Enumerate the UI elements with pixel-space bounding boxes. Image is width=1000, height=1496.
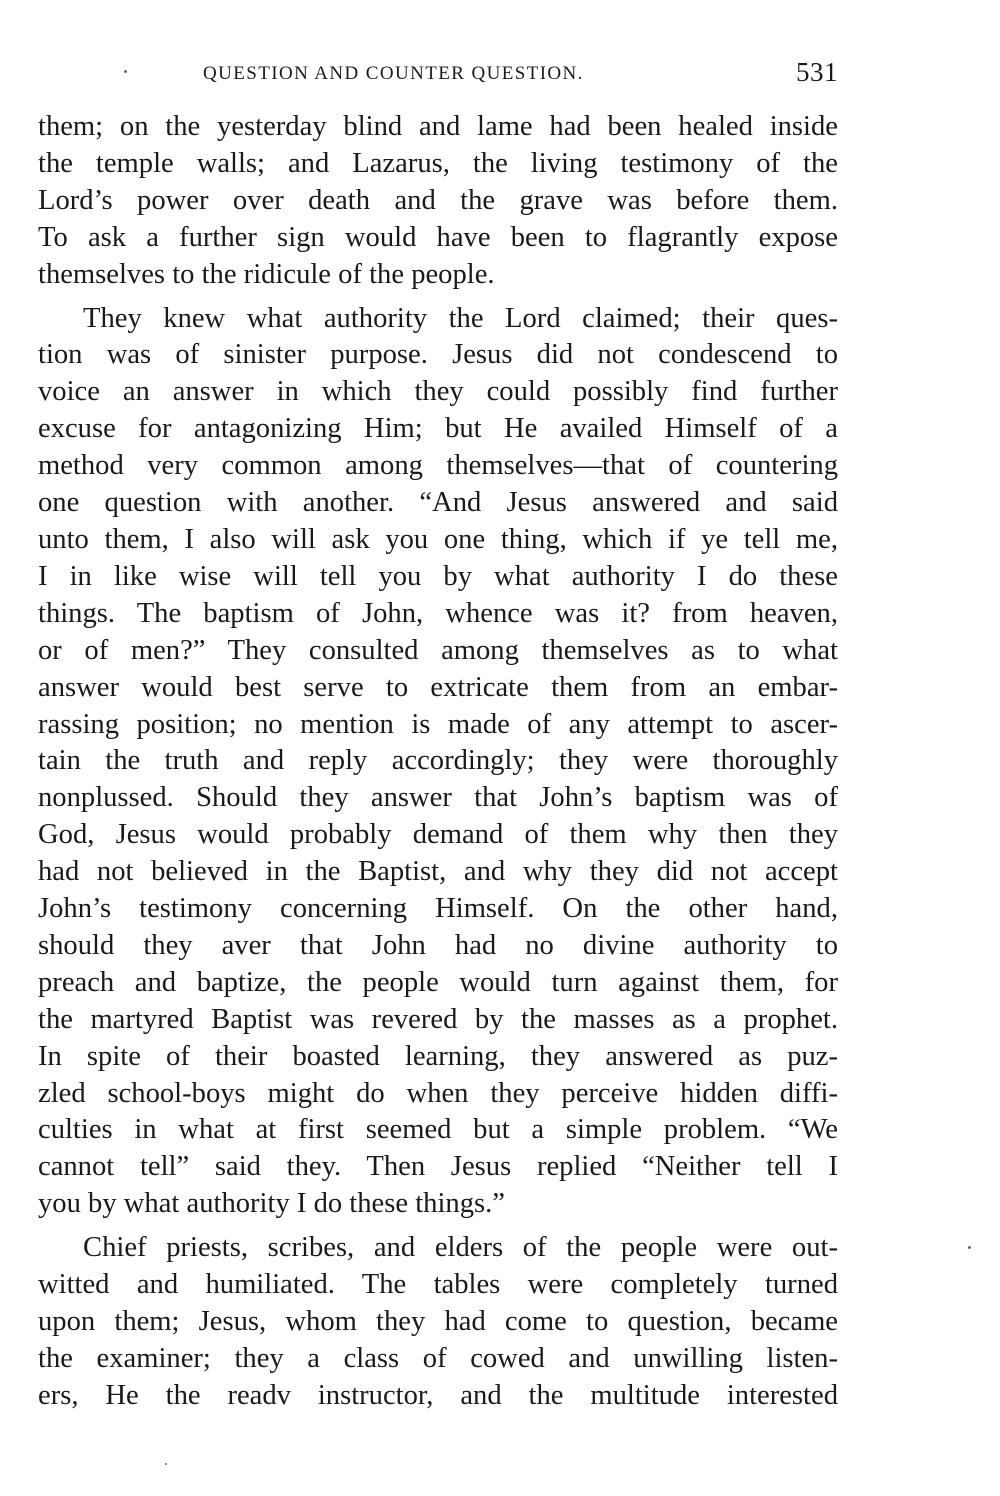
line-text: In spite of their boasted learning, they answered as puz- [38,1040,838,1072]
line-text: answer would best serve to extricate them from an embar- [38,671,838,703]
text-line [38,109,838,146]
line-text: culties in what at first seemed but a simple problem. “We [38,1114,838,1146]
text-line [38,1039,838,1076]
page-number: 531 [796,57,838,87]
text-line [38,522,838,559]
scan-speck [968,1246,971,1249]
line-text: method very common among themselves—that of countering [38,450,838,482]
line-text: tain the truth and reply accordingly; they were thoroughly [38,745,838,777]
line-text: rassing position; no mention is made of any attempt to ascer- [38,708,838,740]
text-line [38,1186,838,1223]
text-line [38,596,838,633]
line-text: the temple walls; and Lazarus, the living testimony of the [38,147,838,179]
text-line [38,707,838,744]
text-line [38,928,838,965]
line-text: voice an answer in which they could possibly find further [38,376,838,408]
text-line [38,1076,838,1113]
line-text: preach and baptize, the people would turn against them, for [38,966,838,998]
line-text: them; on the yesterday blind and lame had been healed inside [38,111,838,142]
text-line [38,1230,838,1267]
line-text: I in like wise will tell you by what authority I do these [38,560,838,592]
running-title: QUESTION AND COUNTER QUESTION. [203,63,584,84]
scan-speck [165,1463,167,1465]
text-line [38,1002,838,1039]
text-line [38,965,838,1002]
line-text: John’s testimony concerning Himself. On the other hand, [38,893,838,925]
line-text: zled school-boys might do when they perceive hidden diffi- [38,1077,838,1109]
line-text: themselves to the ridicule of the people. [38,258,495,290]
paragraph [38,109,838,294]
text-line [38,257,838,294]
line-text: ers, He the readv instructor, and the multitude interested [38,1379,838,1411]
text-line [38,891,838,928]
line-text: should they aver that John had no divine authority to [38,929,838,961]
book-page [38,55,838,1422]
line-text: had not believed in the Baptist, and why they did not accept [38,856,838,888]
line-text: Lord’s power over death and the grave was before them. [38,184,838,216]
text-line [38,780,838,817]
line-text: the examiner; they a class of cowed and unwilling listen- [38,1342,838,1374]
text-line [38,1378,838,1415]
line-text: unto them, I also will ask you one thing, which if ye tell me, [38,523,838,555]
line-text: Chief priests, scribes, and elders of the people were out- [83,1232,838,1264]
line-text: one question with another. “And Jesus answered and said [38,487,838,519]
line-text: excuse for antagonizing Him; but He availed Himself of a [38,413,838,445]
scan-speck [124,70,127,73]
paragraph [38,301,838,1224]
line-text: nonplussed. Should they answer that John’s baptism was of [38,782,838,814]
text-line [38,146,838,183]
text-line [38,1341,838,1378]
paragraph [38,1230,838,1415]
text-line [38,448,838,485]
line-text: witted and humiliated. The tables were completely turned [38,1269,838,1301]
text-line [38,743,838,780]
text-line [38,301,838,338]
line-text: God, Jesus would probably demand of them why then they [38,819,838,851]
line-text: or of men?” They consulted among themselves as to what [38,634,838,666]
line-text: things. The baptism of John, whence was it? from heaven, [38,597,838,629]
line-text: cannot tell” said they. Then Jesus replied “Neither tell I [38,1151,838,1183]
text-line [38,220,838,257]
text-line [38,337,838,374]
line-text: tion was of sinister purpose. Jesus did not condescend to [38,339,838,371]
line-text: upon them; Jesus, whom they had come to question, became [38,1306,838,1337]
line-text: the martyred Baptist was revered by the masses as a prophet. [38,1003,838,1035]
body-text [38,109,838,1415]
line-text: They knew what authority the Lord claimed; their ques- [83,302,838,334]
text-line [38,1112,838,1149]
line-text: To ask a further sign would have been to flagrantly expose [38,221,838,253]
text-line [38,485,838,522]
text-line [38,854,838,891]
text-line [38,411,838,448]
text-line [38,1267,838,1304]
text-line [38,374,838,411]
text-line [38,817,838,854]
text-line [38,670,838,707]
text-line [38,1304,838,1341]
line-text: you by what authority I do these things.” [38,1188,505,1220]
text-line [38,1149,838,1186]
text-line [38,183,838,220]
running-head [38,55,838,95]
text-line [38,633,838,670]
text-line [38,559,838,596]
